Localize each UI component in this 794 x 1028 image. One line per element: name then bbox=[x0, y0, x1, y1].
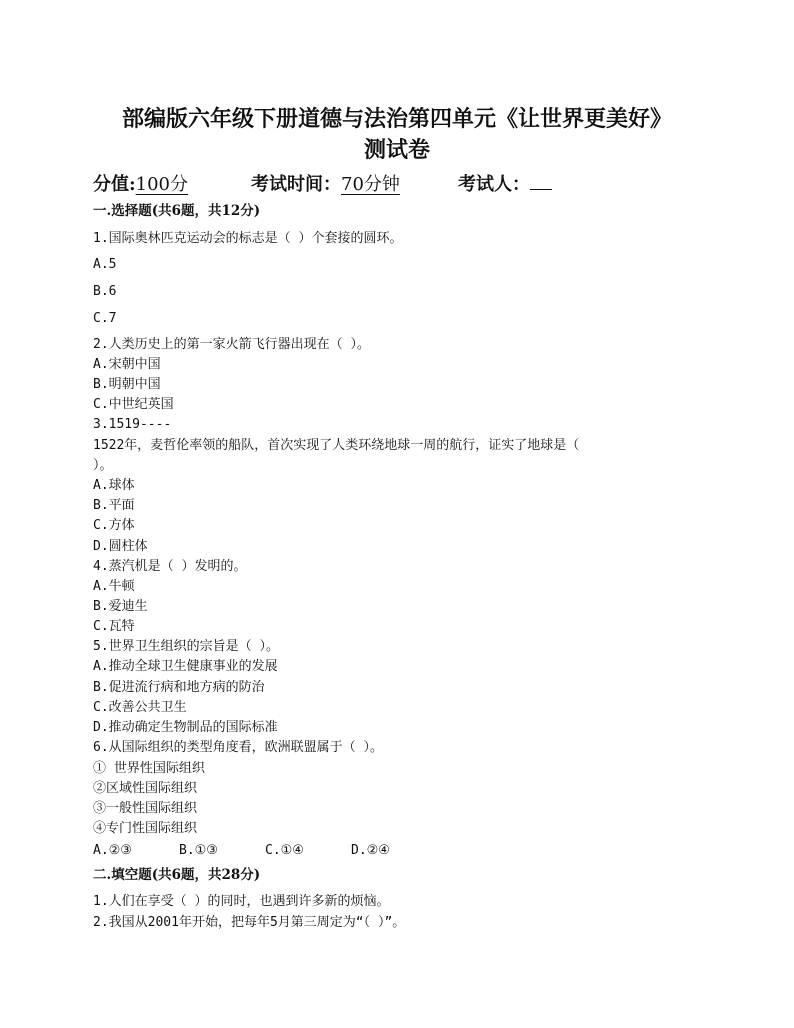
section2-heading: 二.填空题(共6题，共28分) bbox=[93, 867, 261, 883]
q6-item-2: ②区域性国际组织 bbox=[93, 781, 198, 796]
q5-option-c: C.改善公共卫生 bbox=[93, 700, 187, 715]
q6-item-4: ④专门性国际组织 bbox=[93, 821, 198, 836]
q2-option-a: A.宋朝中国 bbox=[93, 357, 161, 372]
q4-option-c: C.瓦特 bbox=[93, 619, 135, 634]
q3-stem-line3: ）。 bbox=[93, 458, 113, 473]
q6-stem: 6.从国际组织的类型角度看，欧洲联盟属于（ ）。 bbox=[93, 740, 383, 755]
examinee-blank bbox=[530, 173, 552, 190]
score-label: 分值: bbox=[93, 174, 136, 195]
q6-option-c: C.①④ bbox=[265, 843, 304, 858]
fill-q2: 2.我国从2001年开始，把每年5月第三周定为“（ ）”。 bbox=[93, 915, 406, 930]
q3-option-d: D.圆柱体 bbox=[93, 539, 148, 554]
q4-stem: 4.蒸汽机是（ ）发明的。 bbox=[93, 559, 247, 574]
q3-stem-line1: 3.1519---- bbox=[93, 417, 172, 432]
q1-option-b: B.6 bbox=[93, 284, 117, 299]
score-field bbox=[93, 170, 188, 196]
section1-heading: 一.选择题(共6题，共12分) bbox=[93, 203, 261, 219]
q3-option-c: C.方体 bbox=[93, 518, 135, 533]
q5-option-a: A.推动全球卫生健康事业的发展 bbox=[93, 659, 278, 674]
fill-q1: 1.人们在享受（ ）的同时，也遇到许多新的烦恼。 bbox=[93, 894, 390, 909]
q5-option-d: D.推动确定生物制品的国际标准 bbox=[93, 720, 278, 735]
time-label: 考试时间： bbox=[251, 174, 341, 195]
q6-options bbox=[93, 842, 390, 860]
q3-option-a: A.球体 bbox=[93, 478, 135, 493]
q4-option-a: A.牛顿 bbox=[93, 579, 135, 594]
q6-option-a: A.②③ bbox=[93, 843, 132, 858]
q2-option-b: B.明朝中国 bbox=[93, 377, 161, 392]
q3-option-b: B.平面 bbox=[93, 498, 135, 513]
q2-option-c: C.中世纪英国 bbox=[93, 397, 174, 412]
time-field bbox=[251, 170, 400, 196]
q2-stem: 2.人类历史上的第一家火箭飞行器出现在（ ）。 bbox=[93, 337, 370, 352]
q6-item-1: ① 世界性国际组织 bbox=[93, 761, 205, 776]
exam-title: 部编版六年级下册道德与法治第四单元《让世界更美好》 bbox=[121, 106, 672, 132]
q1-stem: 1.国际奥林匹克运动会的标志是（ ）个套接的圆环。 bbox=[93, 231, 403, 246]
q3-stem-line2: 1522年，麦哲伦率领的船队，首次实现了人类环绕地球一周的航行，证实了地球是（ bbox=[93, 438, 580, 453]
q6-item-3: ③一般性国际组织 bbox=[93, 801, 198, 816]
q6-option-b: B.①③ bbox=[179, 843, 218, 858]
q5-stem: 5.世界卫生组织的宗旨是（ ）。 bbox=[93, 639, 279, 654]
q6-option-d: D.②④ bbox=[351, 843, 390, 858]
score-value: 100分 bbox=[135, 174, 189, 195]
examinee-field bbox=[458, 170, 552, 196]
q5-option-b: B.促进流行病和地方病的防治 bbox=[93, 680, 265, 695]
exam-meta-row bbox=[93, 170, 733, 196]
examinee-label: 考试人： bbox=[458, 174, 530, 195]
q1-option-a: A.5 bbox=[93, 257, 117, 272]
q1-option-c: C.7 bbox=[93, 311, 117, 326]
exam-subtitle: 测试卷 bbox=[363, 137, 430, 163]
q4-option-b: B.爱迪生 bbox=[93, 599, 148, 614]
time-value: 70分钟 bbox=[341, 174, 400, 195]
